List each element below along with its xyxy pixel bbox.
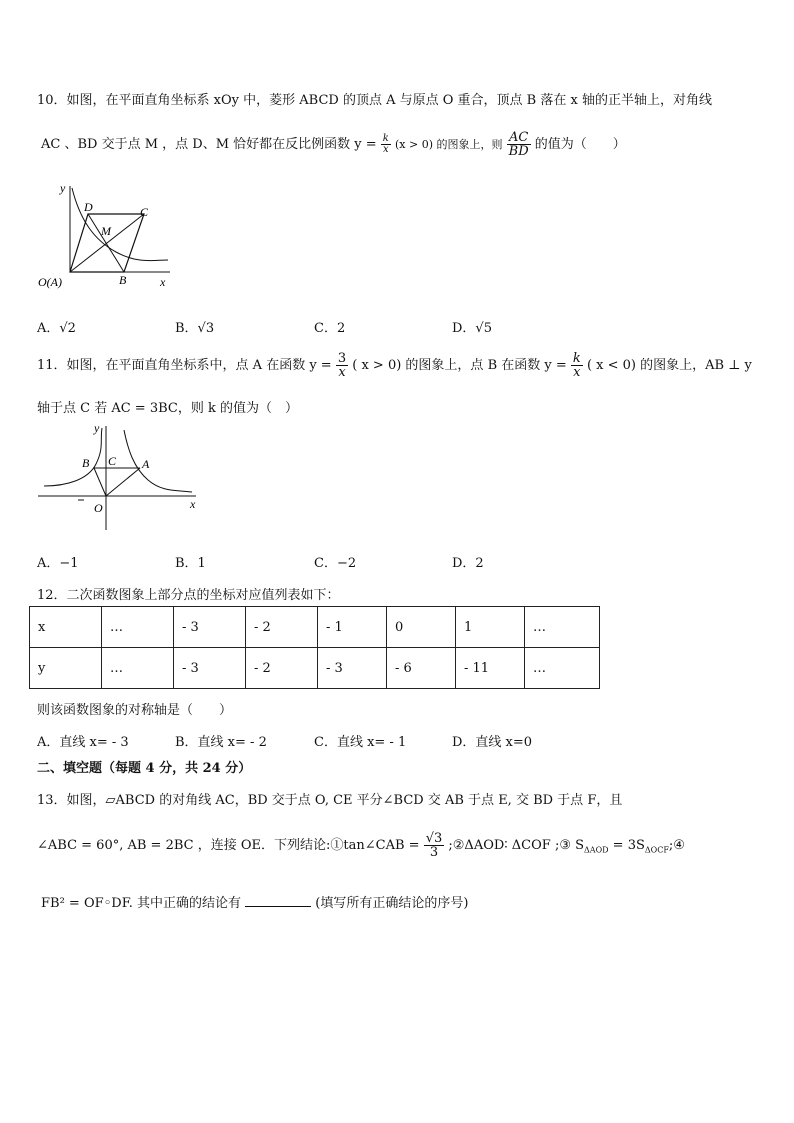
table-cell: … <box>525 648 600 689</box>
q11-line1-a: 11．如图，在平面直角坐标系中，点 A 在函数 y = <box>37 358 332 373</box>
q13-line3-b: (填写所有正确结论的序号) <box>315 896 469 911</box>
answer-blank[interactable] <box>245 894 311 907</box>
q10-k-over-x: $\frac{k}{x}$ <box>382 133 389 155</box>
q13-sub-ocf: ΔOCF <box>644 845 669 855</box>
table-cell: - 2 <box>246 648 318 689</box>
q11-label-c: C <box>108 454 117 468</box>
q13-line3 <box>41 892 468 911</box>
q12-stem: 12．二次函数图象上部分点的坐标对应值列表如下： <box>37 588 340 603</box>
table-cell: … <box>525 607 600 648</box>
q10-label-d: D <box>84 200 93 214</box>
q11-curve-left <box>44 428 102 486</box>
q11-segment-oa <box>106 468 140 496</box>
table-cell: - 2 <box>246 607 318 648</box>
table-cell: - 6 <box>387 648 456 689</box>
q11-label-a: A <box>142 457 150 471</box>
q11-option-d[interactable]: D．2 <box>452 556 484 571</box>
q13-line2 <box>37 832 685 859</box>
q13-line3-a: FB² = OF◦DF. 其中正确的结论有 <box>41 896 241 911</box>
q13-line2-c: ;④ <box>668 838 685 853</box>
q11-label-x: x <box>190 497 196 511</box>
table-cell: - 3 <box>174 648 246 689</box>
q10-line2-a: AC 、BD 交于点 M ，点 D、M 恰好都在反比例函数 y = <box>41 137 377 152</box>
q10-line2-b: 的值为（ ） <box>534 137 626 152</box>
q11-curve-right <box>124 430 192 492</box>
q12-value-table <box>29 606 600 689</box>
q10-line1: 10．如图，在平面直角坐标系 xOy 中，菱形 ABCD 的顶点 A 与原点 O 重合，顶点 B 落在 x 轴的正半轴上，对角线 <box>37 93 712 108</box>
q10-option-d[interactable]: D．√5 <box>452 321 492 336</box>
q10-option-a[interactable]: A．√2 <box>37 321 76 336</box>
table-row <box>30 648 600 689</box>
section-heading: 二、填空题（每题 4 分，共 24 分） <box>37 761 252 776</box>
q11-line1 <box>37 352 752 379</box>
q10-label-b: B <box>119 273 127 287</box>
q10-figure <box>36 180 176 292</box>
q10-label-o: O(A) <box>38 275 62 289</box>
table-cell: … <box>102 607 174 648</box>
q11-figure <box>36 420 206 535</box>
q13-sqrt3-over-3: $\frac{√3}{3}$ <box>425 831 443 860</box>
table-cell: y <box>30 648 102 689</box>
q10-option-c[interactable]: C．2 <box>314 321 346 336</box>
q11-option-c[interactable]: C．−2 <box>314 556 357 571</box>
q10-label-y: y <box>60 181 66 195</box>
q13-line2-a: ∠ABC = 60°, AB = 2BC ，连接 OE．下列结论:①tan∠CAB = <box>37 838 420 853</box>
table-cell: 0 <box>387 607 456 648</box>
q12-option-b[interactable]: B．直线 x= - 2 <box>175 735 267 750</box>
q11-line2: 轴于点 C 若 AC = 3BC，则 k 的值为（ ） <box>37 401 298 416</box>
table-cell: … <box>102 648 174 689</box>
q11-label-y: y <box>94 421 100 435</box>
q10-label-c: C <box>140 205 149 219</box>
q10-diagonal-ac <box>70 214 144 272</box>
table-cell: - 11 <box>456 648 525 689</box>
q11-label-b: B <box>82 456 90 470</box>
q10-label-m: M <box>101 224 111 238</box>
q12-option-a[interactable]: A．直线 x= - 3 <box>37 735 129 750</box>
q10-ac-over-bd: $\frac{AC}{BD}$ <box>508 130 529 159</box>
q11-option-a[interactable]: A．−1 <box>37 556 79 571</box>
q10-hyperbola <box>72 188 168 261</box>
q10-cond: (x > 0) 的图象上，则 <box>395 138 503 151</box>
q11-option-b[interactable]: B．1 <box>175 556 206 571</box>
q13-eq: = 3S <box>608 838 645 853</box>
q12-option-c[interactable]: C．直线 x= - 1 <box>314 735 407 750</box>
q11-k-over-x: $\frac{k}{x}$ <box>572 351 581 380</box>
table-cell: - 1 <box>318 607 387 648</box>
q11-cond1: ( x > 0) 的图象上，点 B 在函数 y = <box>352 358 567 373</box>
q10-diagonal-bd <box>88 214 124 272</box>
q12-question: 则该函数图象的对称轴是（ ） <box>37 703 233 718</box>
table-cell: x <box>30 607 102 648</box>
q13-line2-b: ;②ΔAOD∶ ΔCOF ;③ S <box>448 838 585 853</box>
q11-segment-ob <box>94 468 106 496</box>
q13-sub-aod: ΔAOD <box>584 845 609 855</box>
q11-cond2: ( x < 0) 的图象上，AB ⊥ y <box>586 358 752 373</box>
q10-line2 <box>41 131 626 158</box>
q12-option-d[interactable]: D．直线 x=0 <box>452 735 533 750</box>
q13-line1: 13．如图，▱ABCD 的对角线 AC，BD 交于点 O, CE 平分∠BCD 交 AB 于点 E, 交 BD 于点 F，且 <box>37 793 623 808</box>
q11-label-o: O <box>94 501 103 515</box>
table-cell: - 3 <box>174 607 246 648</box>
q10-label-x: x <box>160 275 166 289</box>
table-cell: - 3 <box>318 648 387 689</box>
q11-3-over-x: $\frac{3}{x}$ <box>337 351 347 380</box>
table-row <box>30 607 600 648</box>
q10-option-b[interactable]: B．√3 <box>175 321 215 336</box>
table-cell: 1 <box>456 607 525 648</box>
